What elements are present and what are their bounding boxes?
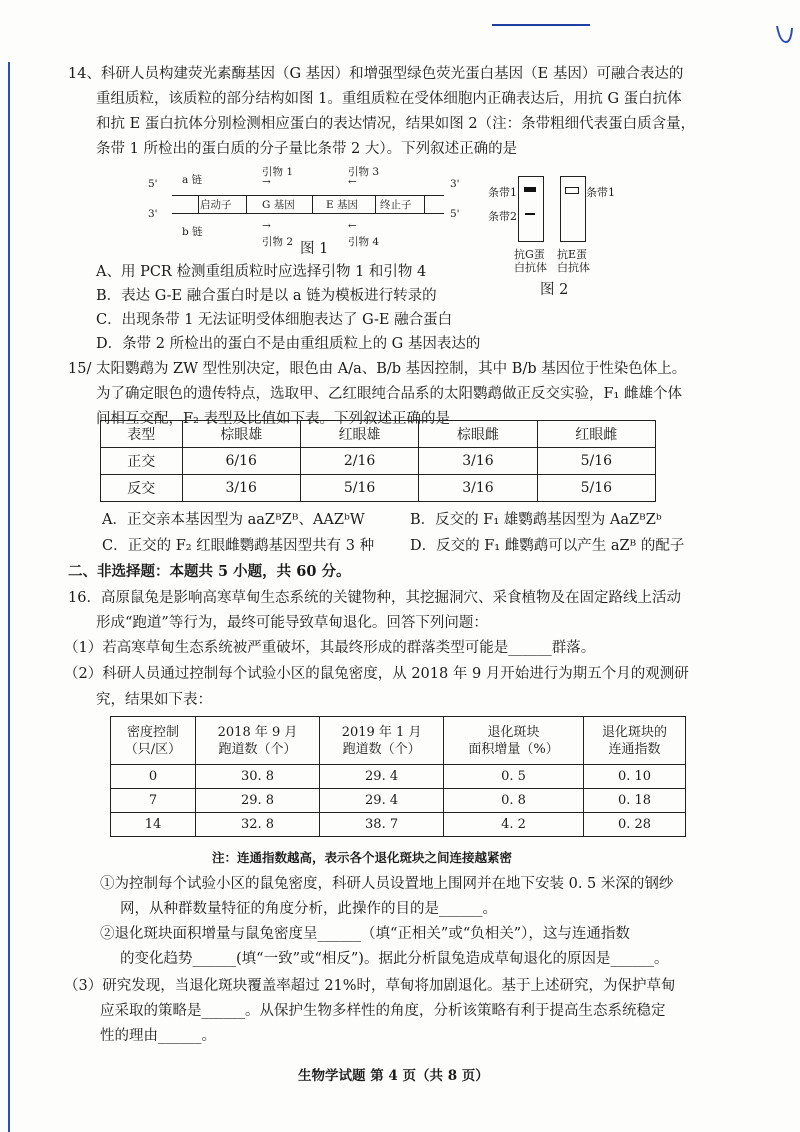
margin-line [8, 62, 10, 1132]
b-chain-label: b 链 [182, 226, 203, 238]
promoter-box: 启动子 [200, 199, 232, 211]
table-cell: 密度控制 （只/区） [111, 717, 196, 765]
table-cell: 5/16 [537, 475, 655, 502]
g-gene-box: G 基因 [262, 199, 295, 211]
table-cell: 0. 8 [444, 789, 584, 813]
figure-2-caption: 图 2 [540, 282, 569, 298]
band-2-label: 条带2 [488, 210, 517, 223]
table-row [101, 421, 656, 448]
q14-option-d: D．条带 2 所检出的蛋白不是由重组质粒上的 G 基因表达的 [96, 336, 481, 352]
terminator-box: 终止子 [380, 199, 412, 211]
band-1-faint [565, 187, 579, 194]
anti-g-label-2: 白抗体 [514, 261, 547, 274]
q15-option-a: A．正交亲本基因型为 aaZᴮZᴮ、AAZᵇW [102, 512, 365, 528]
q16-sub1-line1: ①为控制每个试验小区的鼠兔密度，科研人员设置地上围网并在地下安装 0. 5 米深的钢纱 [100, 876, 674, 892]
top-5-prime: 5' [148, 178, 158, 190]
table-cell: 退化斑块的 连通指数 [584, 717, 686, 765]
table-cell: 0. 18 [584, 789, 686, 813]
q15-option-b: B．反交的 F₁ 雄鹦鹉基因型为 AaZᴮZᵇ [410, 512, 662, 528]
anti-g-lane [518, 176, 544, 242]
table-cell: 4. 2 [444, 813, 584, 837]
primer-3-arrow: ← [348, 176, 357, 188]
table-cell: 3/16 [419, 475, 537, 502]
anti-g-label-1: 抗G蛋 [514, 248, 545, 261]
table-row [111, 813, 686, 837]
q16-part1: （1）若高寒草甸生态系统被严重破坏，其最终形成的群落类型可能是______群落。 [64, 640, 596, 656]
q16-table-note: 注：连通指数越高，表示各个退化斑块之间连接越紧密 [212, 850, 513, 865]
q14-line3: 和抗 E 蛋白抗体分别检测相应蛋白的表达情况，结果如图 2（注：条带粗细代表蛋白质含量， [96, 116, 696, 132]
table-row [111, 789, 686, 813]
top-3-prime: 3' [450, 178, 460, 190]
q14-option-c: C．出现条带 1 无法证明受体细胞表达了 G-E 融合蛋白 [96, 312, 453, 328]
table-cell: 2/16 [300, 448, 418, 475]
table-cell: 6/16 [182, 448, 300, 475]
table-cell: 棕眼雄 [182, 421, 300, 448]
primer-1-arrow: → [262, 176, 271, 188]
table-cell: 29. 4 [320, 765, 444, 789]
band-1-label: 条带1 [488, 186, 517, 199]
q16-line1: 16．高原鼠兔是影响高寒草甸生态系统的关键物种，其挖掘洞穴、采食植物及在固定路线上活动 [68, 590, 681, 606]
q14-line2: 重组质粒，该质粒的部分结构如图 1。重组质粒在受体细胞内正确表达后，用抗 G 蛋白抗体 [96, 91, 682, 107]
anti-e-label-1: 抗E蛋 [557, 248, 588, 261]
section-2-heading: 二、非选择题：本题共 5 小题，共 60 分。 [68, 563, 351, 580]
table-cell: 0. 5 [444, 765, 584, 789]
q16-line2: 形成“跑道”等行为，最终可能导致草甸退化。回答下列问题： [96, 615, 488, 631]
table-cell: 0 [111, 765, 196, 789]
table-cell: 14 [111, 813, 196, 837]
bottom-3-prime: 3' [148, 208, 158, 220]
table-cell: 32. 8 [196, 813, 320, 837]
table-cell: 棕眼雌 [419, 421, 537, 448]
q15-line2: 为了确定眼色的遗传特点，选取甲、乙红眼纯合品系的太阳鹦鹉做正反交实验，F₁ 雌雄个体 [96, 386, 682, 402]
q16-part3-line3: 性的理由______。 [100, 1028, 216, 1044]
table-cell: 29. 8 [196, 789, 320, 813]
table-cell: 30. 8 [196, 765, 320, 789]
band-2-thin [525, 213, 535, 215]
q16-sub2-line2: 的变化趋势______(填“一致”或“相反”)。据此分析鼠兔造成草甸退化的原因是______。 [120, 951, 669, 967]
table-cell: 红眼雄 [300, 421, 418, 448]
e-gene-box: E 基因 [326, 199, 359, 211]
table-row [101, 475, 656, 502]
corner-mark-icon [774, 24, 794, 48]
q15-option-d: D．反交的 F₁ 雌鹦鹉可以产生 aZᴮ 的配子 [410, 538, 685, 554]
table-cell: 正交 [101, 448, 183, 475]
table-cell: 退化斑块 面积增量（%） [444, 717, 584, 765]
q14-line1: 14、科研人员构建荧光素酶基因（G 基因）和增强型绿色荧光蛋白基因（E 基因）可融合表达的 [68, 66, 684, 82]
table-cell: 0. 28 [584, 813, 686, 837]
q15-line3: 间相互交配，F₂ 表型及比值如下表。下列叙述正确的是 [96, 411, 450, 427]
q14-line4: 条带 1 所检出的蛋白质的分子量比条带 2 大）。下列叙述正确的是 [96, 141, 518, 157]
table-row [111, 765, 686, 789]
q15-option-c: C．正交的 F₂ 红眼雌鹦鹉基因型共有 3 种 [102, 538, 375, 554]
q14-option-b: B．表达 G-E 融合蛋白时是以 a 链为模板进行转录的 [96, 288, 437, 304]
table-cell: 38. 7 [320, 813, 444, 837]
q16-part2-line2: 究，结果如下表： [96, 692, 212, 708]
table-row [101, 448, 656, 475]
q16-part2-line1: （2）科研人员通过控制每个试验小区的鼠兔密度，从 2018 年 9 月开始进行为期五个月的观测研 [64, 666, 689, 682]
b-strand-line [172, 213, 444, 214]
q16-part3-line1: （3）研究发现，当退化斑块覆盖率超过 21%时，草甸将加剧退化。基于上述研究，为保护草甸 [64, 978, 676, 994]
q16-sub2-line1: ②退化斑块面积增量与鼠兔密度呈______（填“正相关”或“负相关”），这与连通指数 [100, 926, 630, 942]
band-1-thick [524, 187, 536, 192]
table-cell: 反交 [101, 475, 183, 502]
table-cell: 29. 4 [320, 789, 444, 813]
anti-e-label-2: 白抗体 [557, 261, 590, 274]
table-cell: 7 [111, 789, 196, 813]
primer-4-arrow: ← [348, 220, 357, 232]
primer-3-label: 引物 3 [348, 166, 380, 178]
table-cell: 2019 年 1 月 跑道数（个） [320, 717, 444, 765]
table-cell: 5/16 [300, 475, 418, 502]
primer-2-arrow: → [262, 220, 271, 232]
q16-table [110, 716, 686, 837]
table-cell: 3/16 [182, 475, 300, 502]
primer-2-label: 引物 2 [262, 236, 294, 248]
table-cell: 3/16 [419, 448, 537, 475]
figure-1-caption: 图 1 [300, 241, 329, 257]
table-row [111, 717, 686, 765]
q14-option-a: A、用 PCR 检测重组质粒时应选择引物 1 和引物 4 [96, 264, 427, 280]
table-cell: 红眼雌 [537, 421, 655, 448]
table-cell: 2018 年 9 月 跑道数（个） [196, 717, 320, 765]
page-footer: 生物学试题 第 4 页（共 8 页） [298, 1068, 489, 1084]
band-1-right-label: 条带1 [586, 186, 615, 199]
table-cell: 5/16 [537, 448, 655, 475]
anti-e-lane [560, 176, 586, 242]
q16-sub1-line2: 网，从种群数量特征的角度分析，此操作的目的是______。 [120, 901, 497, 917]
primer-1-label: 引物 1 [262, 166, 294, 178]
bottom-5-prime: 5' [450, 208, 460, 220]
a-chain-label: a 链 [182, 174, 203, 186]
q15-table [100, 420, 656, 502]
table-cell: 0. 10 [584, 765, 686, 789]
primer-4-label: 引物 4 [348, 236, 380, 248]
table-cell: 表型 [101, 421, 183, 448]
q15-line1: 15/ 太阳鹦鹉为 ZW 型性别决定，眼色由 A/a、B/b 基因控制，其中 B/b 基因位于性染色体上。 [68, 361, 687, 377]
q16-part3-line2: 应采取的策略是______。从保护生物多样性的角度，分析该策略有利于提高生态系统稳定 [100, 1003, 666, 1019]
top-blue-line [492, 24, 590, 26]
